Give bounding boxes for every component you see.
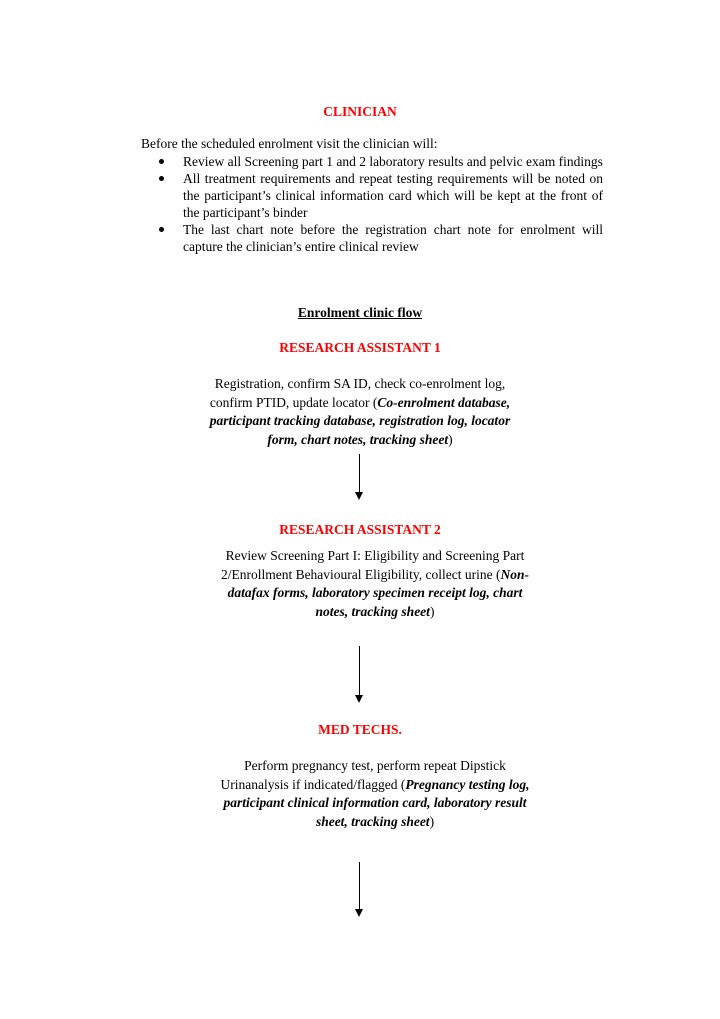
flow-arrow-line — [359, 646, 360, 696]
clinician-bullet-list — [141, 153, 611, 255]
clinician-intro: Before the scheduled enrolment visit the clinician will: — [141, 136, 438, 151]
list-item: The last chart note before the registration chart note for enrolment will capture the clinician’s entire clinical review — [141, 221, 603, 255]
list-item: All treatment requirements and repeat testing requirements will be noted on the participant’s clinical information card which will be kept at the front of the participant’s binder — [141, 170, 603, 221]
arrow-down-icon — [355, 695, 363, 703]
bullet-icon — [159, 159, 164, 164]
flow-arrow-line — [359, 862, 360, 910]
step-documents: Co-enrolment database, participant tracking database, registration log, locator form, chart notes, tracking sheet — [209, 394, 511, 447]
arrow-down-icon — [355, 492, 363, 500]
flow-title: Enrolment clinic flow — [297, 305, 423, 320]
flow-arrow-line — [359, 454, 360, 493]
step-description-med-techs: Perform pregnancy test, perform repeat Dipstick Urinanalysis if indicated/flagged (Pregnancy testing log, participant clinical information card, laboratory result sheet, tracking sheet) — [220, 758, 530, 829]
step-documents: Non-datafax forms, laboratory specimen receipt log, chart notes, tracking sheet — [227, 566, 530, 619]
clinician-section — [141, 135, 611, 255]
clinician-heading: CLINICIAN — [323, 104, 397, 119]
step-heading-research-assistant-1: RESEARCH ASSISTANT 1 — [279, 340, 441, 355]
bullet-icon — [159, 176, 164, 181]
step-description-research-assistant-2: Review Screening Part I: Eligibility and Screening Part 2/Enrollment Behavioural Eligibility, collect urine (Non-datafax forms, laboratory specimen receipt log, chart notes, tracking sheet) — [220, 548, 530, 619]
step-description-research-assistant-1: Registration, confirm SA ID, check co-enrolment log, confirm PTID, update locator (Co-enrolment database, participant tracking database, registration log, locator form, chart notes, tracking sheet) — [209, 376, 511, 447]
step-heading-med-techs: MED TECHS. — [318, 722, 402, 737]
bullet-icon — [159, 227, 164, 232]
step-documents: Pregnancy testing log, participant clinical information card, laboratory result sheet, tracking sheet — [223, 776, 530, 829]
arrow-down-icon — [355, 909, 363, 917]
step-heading-research-assistant-2: RESEARCH ASSISTANT 2 — [279, 522, 441, 537]
list-item: Review all Screening part 1 and 2 laboratory results and pelvic exam findings — [141, 153, 603, 170]
